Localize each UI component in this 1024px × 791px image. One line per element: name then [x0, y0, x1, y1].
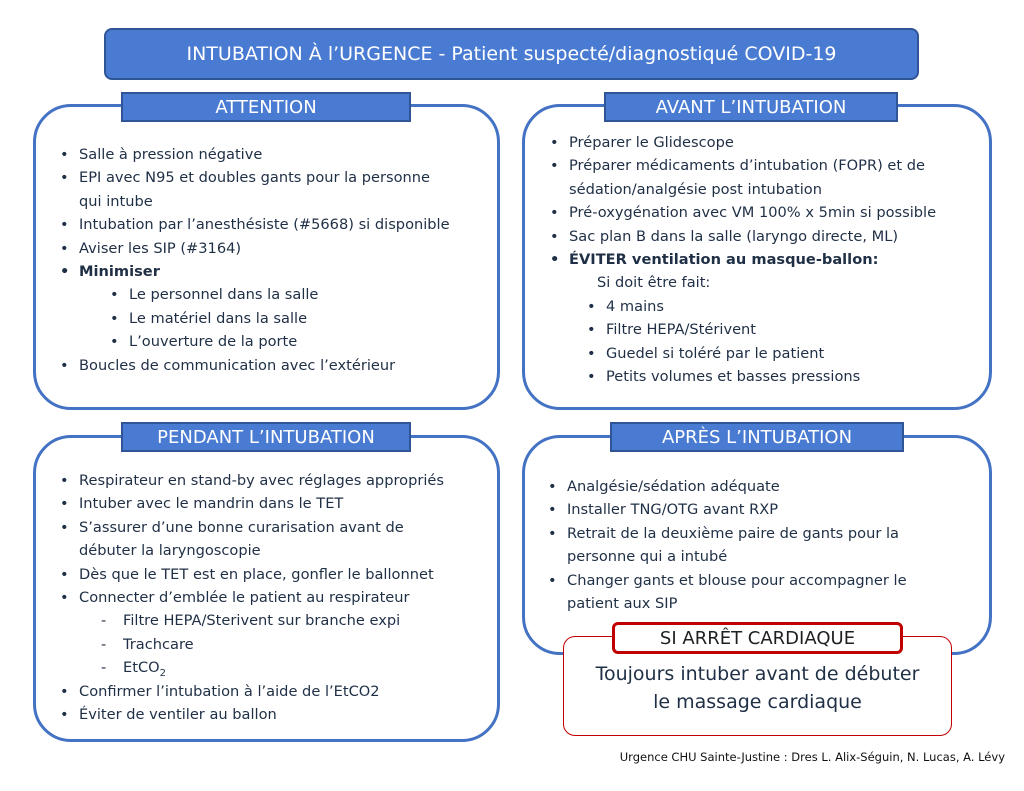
dash-list-item: - Trachcare [99, 633, 444, 656]
list-item: • Retrait de la deuxième paire de gants pour la [545, 522, 907, 545]
list-item-continuation: patient aux SIP [567, 595, 678, 613]
arret-line-1: Toujours intuber avant de débuter [595, 663, 920, 685]
attention-heading: ATTENTION [121, 92, 411, 122]
list-item-minimiser: • Minimiser [57, 260, 450, 283]
list-item: • Éviter de ventiler au ballon [57, 703, 444, 726]
list-item: • Intuber avec le mandrin dans le TET [57, 492, 444, 515]
list-item: • Aviser les SIP (#3164) [57, 237, 450, 260]
page-title: INTUBATION À l’URGENCE - Patient suspecté/diagnostiqué COVID-19 [186, 43, 837, 65]
etco-label: EtCO [123, 659, 160, 677]
title-banner [104, 28, 919, 80]
list-item: • Confirmer l’intubation à l’aide de l’EtCO2 [57, 680, 444, 703]
list-item: • Préparer le Glidescope [547, 131, 936, 154]
list-item-eviter: • ÉVITER ventilation au masque-ballon: [547, 248, 936, 271]
apres-list [545, 475, 907, 615]
list-item: • Respirateur en stand-by avec réglages appropriés [57, 469, 444, 492]
list-item-subheading: Si doit être fait: [597, 274, 711, 292]
list-item: • Changer gants et blouse pour accompagner le [545, 569, 907, 592]
dash-list-item-etco2 [99, 656, 444, 679]
sub-list-item: • Petits volumes et basses pressions [584, 365, 936, 388]
list-item: • EPI avec N95 et doubles gants pour la personne [57, 166, 450, 189]
list-item-continuation: débuter la laryngoscopie [79, 542, 261, 560]
etco-subscript: 2 [159, 668, 166, 680]
apres-heading: APRÈS L’INTUBATION [610, 422, 904, 452]
list-item: • Dès que le TET est en place, gonfler le ballonnet [57, 563, 444, 586]
sub-list-item: • Filtre HEPA/Stérivent [584, 318, 936, 341]
arret-text [563, 660, 952, 716]
list-item: • Connecter d’emblée le patient au respirateur [57, 586, 444, 609]
arret-heading: SI ARRÊT CARDIAQUE [612, 622, 903, 654]
list-item: • Intubation par l’anesthésiste (#5668) si disponible [57, 213, 450, 236]
sub-list-item: • 4 mains [584, 295, 936, 318]
list-item: • Analgésie/sédation adéquate [545, 475, 907, 498]
list-item: • Installer TNG/OTG avant RXP [545, 498, 907, 521]
list-item-continuation: personne qui a intubé [567, 548, 728, 566]
credit-line: Urgence CHU Sainte-Justine : Dres L. Alix-Séguin, N. Lucas, A. Lévy [619, 750, 1005, 764]
attention-list [57, 143, 450, 377]
avant-heading: AVANT L’INTUBATION [604, 92, 898, 122]
pendant-list [57, 469, 444, 726]
list-item: • Sac plan B dans la salle (laryngo directe, ML) [547, 225, 936, 248]
dash-list-item: - Filtre HEPA/Sterivent sur branche expi [99, 609, 444, 632]
sub-list-item: • Le personnel dans la salle [107, 283, 450, 306]
sub-list-item: • L’ouverture de la porte [107, 330, 450, 353]
list-item-continuation: qui intube [79, 192, 153, 210]
list-item: • Préparer médicaments d’intubation (FOPR) et de [547, 154, 936, 177]
sub-list-item: • Le matériel dans la salle [107, 307, 450, 330]
sub-list-item: • Guedel si toléré par le patient [584, 342, 936, 365]
list-item: • Salle à pression négative [57, 143, 450, 166]
avant-list [547, 131, 936, 388]
list-item-continuation: sédation/analgésie post intubation [569, 180, 822, 198]
arret-line-2: le massage cardiaque [653, 691, 862, 713]
list-item: • Boucles de communication avec l’extérieur [57, 354, 450, 377]
pendant-heading: PENDANT L’INTUBATION [121, 422, 411, 452]
list-item: • S’assurer d’une bonne curarisation avant de [57, 516, 444, 539]
list-item: • Pré-oxygénation avec VM 100% x 5min si possible [547, 201, 936, 224]
